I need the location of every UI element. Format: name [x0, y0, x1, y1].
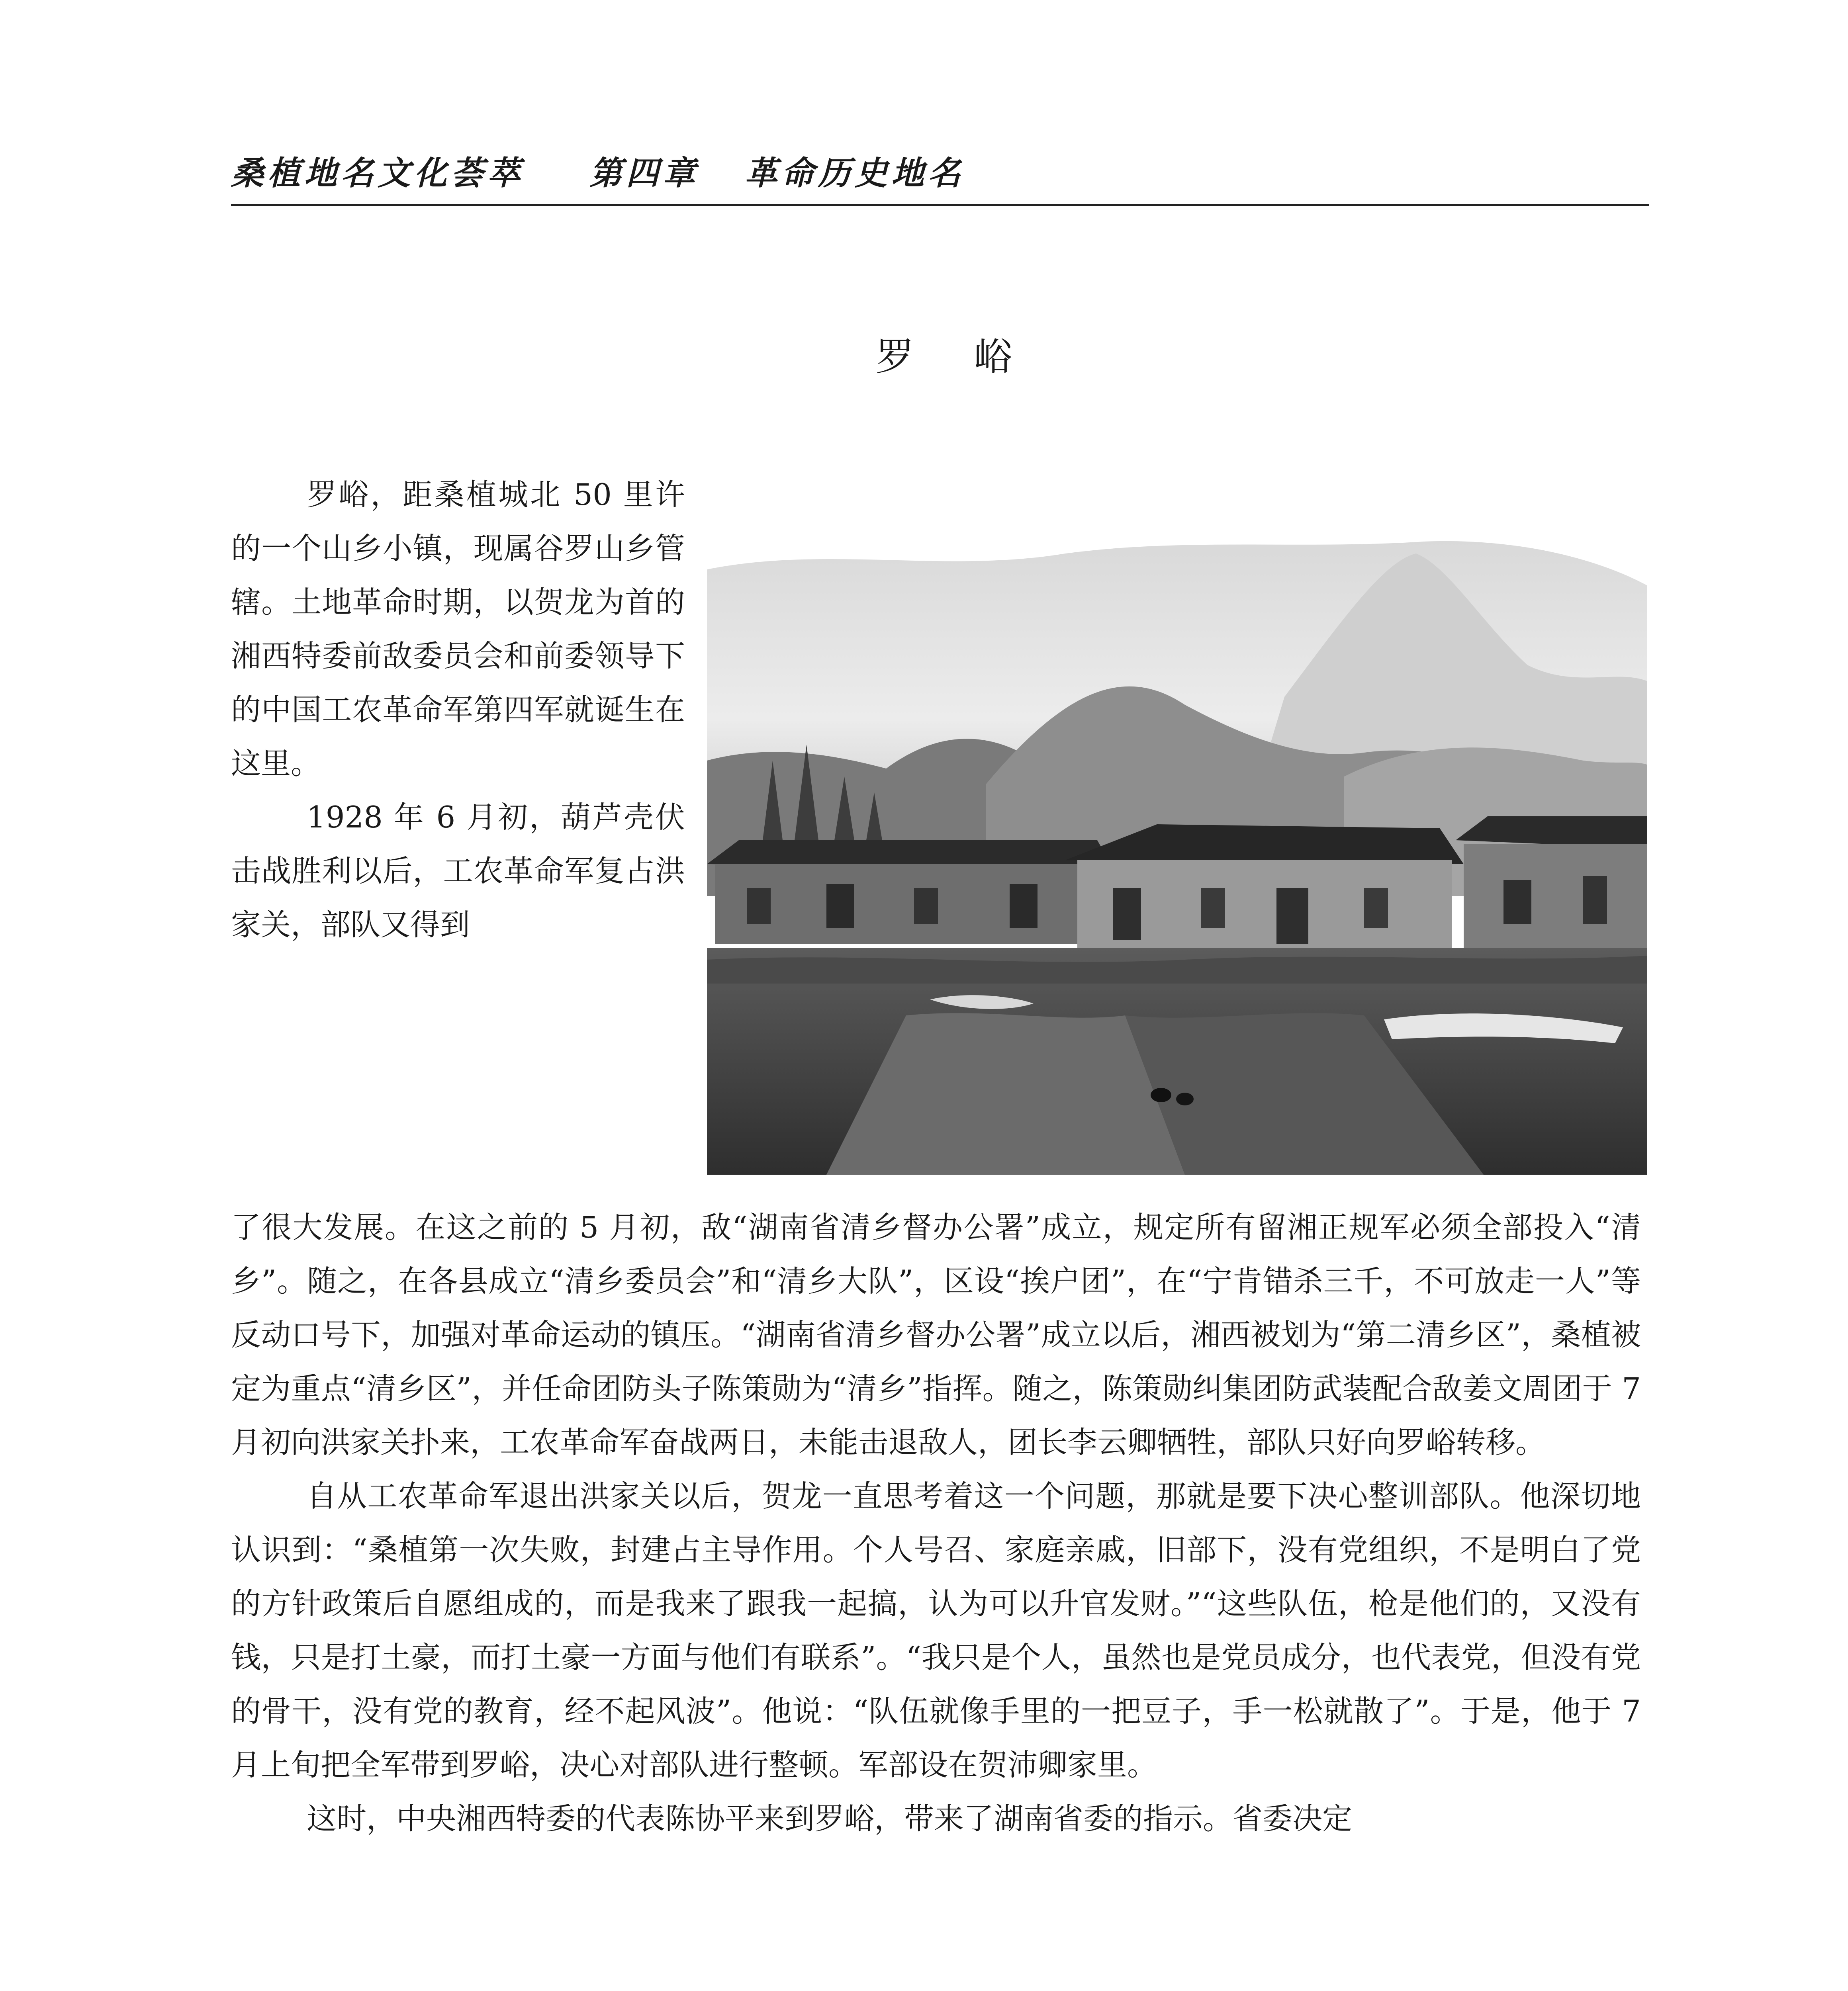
header-chapter: 第四章 — [589, 155, 699, 192]
paragraph: 自从工农革命军退出洪家关以后，贺龙一直思考着这一个问题，那就是要下决心整训部队。他深切地认识到：“桑植第一次失败，封建占主导作用。个人号召、家庭亲戚，旧部下，没有党组织，不是明白了党的方针政策后自愿组成的，而是我来了跟我一起搞，认为可以升官发财。”“这些队伍，枪是他们的，又没有钱，只是打土豪，而打土豪一方面与他们有联系”。“我只是个人，虽然也是党员成分，也代表党，但没有党的骨干，没有党的教育，经不起风波”。他说：“队伍就像手里的一把豆子，手一松就散了”。于是，他于 7 月上旬把全军带到罗峪，决心对部队进行整顿。军部设在贺沛卿家里。 — [231, 1479, 1641, 1782]
article-title: 罗 峪 — [875, 334, 1036, 379]
header-rule — [231, 204, 1649, 206]
paragraph: 了很大发展。在这之前的 5 月初，敌“湖南省清乡督办公署”成立，规定所有留湘正规军必须全部投入“清乡”。随之，在各县成立“清乡委员会”和“清乡大队”，区设“挨户团”，在“宁肯错杀三千，不可放走一人”等反动口号下，加强对革命运动的镇压。“湖南省清乡督办公署”成立以后，湘西被划为“第二清乡区”，桑植被定为重点“清乡区”，并任命团防头子陈策勋为“清乡”指挥。随之，陈策勋纠集团防武装配合敌姜文周团于 7 月初向洪家关扑来，工农革命军奋战两日，未能击退敌人，团长李云卿牺牲，部队只好向罗峪转移。 — [231, 1210, 1641, 1460]
paragraph: 罗峪，距桑植城北 50 里许的一个山乡小镇，现属谷罗山乡管辖。土地革命时期，以贺龙为首的湘西特委前敌委员会和前委领导下的中国工农革命军第四军就诞生在这里。 — [231, 477, 685, 781]
side-text-column — [231, 468, 685, 952]
paragraph: 这时，中央湘西特委的代表陈协平来到罗峪，带来了湖南省委的指示。省委决定 — [307, 1801, 1353, 1836]
village-photo — [707, 538, 1647, 1175]
main-text-column — [231, 1201, 1641, 1846]
paragraph: 1928 年 6 月初，葫芦壳伏击战胜利以后，工农革命军复占洪家关，部队又得到 — [231, 800, 685, 942]
header-section: 革命历史地名 — [745, 155, 965, 192]
header-book-title: 桑植地名文化荟萃 — [231, 155, 524, 192]
village-photo-image — [707, 538, 1647, 1175]
running-header — [231, 147, 1641, 211]
